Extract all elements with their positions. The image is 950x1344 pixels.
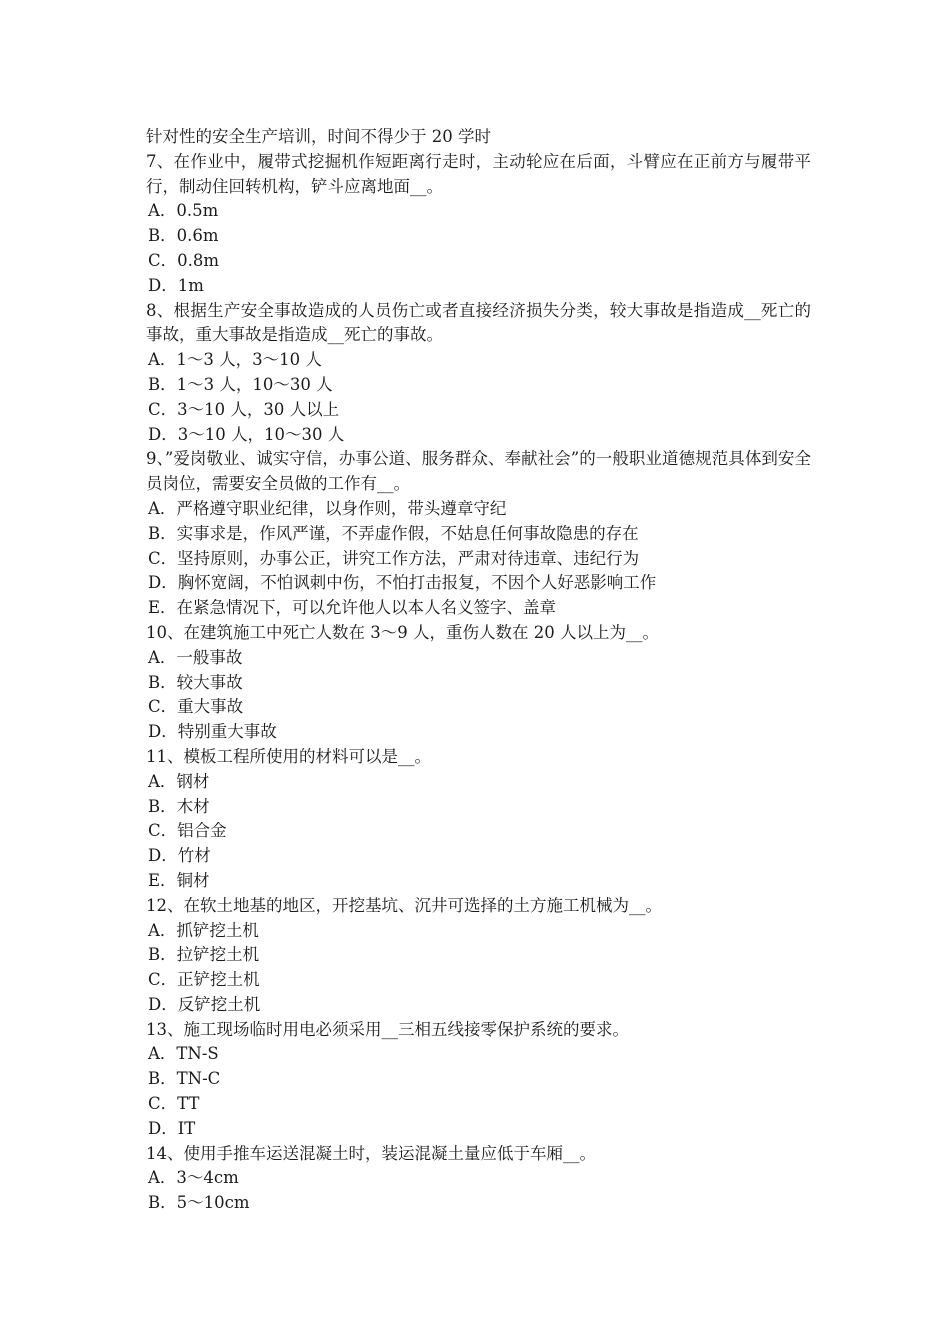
question-block (146, 447, 811, 621)
question-text: 12、在软土地基的地区，开挖基坑、沉井可选择的土方施工机械为__。 (146, 895, 662, 915)
answer-option: B．拉铲挖土机 (148, 945, 260, 965)
question-block (146, 1018, 811, 1142)
question-text: 9、”爱岗敬业、诚实守信，办事公道、服务群众、奉献社会”的一般职业道德规范具体到安全员岗位，需要安全员做的工作有__。 (146, 449, 811, 494)
answer-option: E．铜材 (148, 870, 210, 890)
answer-option: B．木材 (148, 796, 210, 816)
answer-option: B．5～10cm (148, 1193, 250, 1213)
answer-option: A．严格遵守职业纪律，以身作则，带头遵章守纪 (148, 498, 507, 518)
answer-option: C．正铲挖土机 (148, 970, 260, 990)
question-block (146, 299, 811, 448)
answer-option: D．3～10 人，10～30 人 (148, 424, 345, 444)
answer-option: D．特别重大事故 (148, 722, 277, 742)
question-text: 11、模板工程所使用的材料可以是__。 (146, 746, 431, 766)
answer-option: C．3～10 人，30 人以上 (148, 399, 340, 419)
answer-option: C．0.8m (148, 250, 220, 270)
question-list (146, 150, 811, 1216)
answer-option: A．抓铲挖土机 (148, 920, 259, 940)
answer-option: B．较大事故 (148, 672, 243, 692)
question-text: 7、在作业中，履带式挖掘机作短距离行走时，主动轮应在后面，斗臂应在正前方与履带平行，制动住回转机构，铲斗应离地面__。 (146, 151, 811, 196)
answer-option: D．竹材 (148, 846, 211, 866)
answer-option: A．一般事故 (148, 647, 243, 667)
question-text: 14、使用手推车运送混凝土时，装运混凝土量应低于车厢__。 (146, 1143, 596, 1163)
answer-option: D．胸怀宽阔，不怕讽刺中伤，不怕打击报复，不因个人好恶影响工作 (148, 573, 657, 593)
question-text: 10、在建筑施工中死亡人数在 3～9 人，重伤人数在 20 人以上为__。 (146, 622, 659, 642)
answer-option: B．TN-C (148, 1069, 221, 1089)
question-block (146, 1142, 811, 1216)
answer-option: C．铝合金 (148, 821, 227, 841)
answer-option: C．TT (148, 1094, 200, 1114)
document-body (146, 125, 811, 1216)
question-block (146, 745, 811, 894)
answer-option: D．1m (148, 275, 204, 295)
answer-option: D．反铲挖土机 (148, 994, 261, 1014)
answer-option: A．0.5m (148, 201, 219, 221)
question-text: 8、根据生产安全事故造成的人员伤亡或者直接经济损失分类，较大事故是指造成__死亡的事故，重大事故是指造成__死亡的事故。 (146, 300, 811, 345)
answer-option: A．1～3 人，3～10 人 (148, 350, 322, 370)
answer-option: A．3～4cm (148, 1168, 239, 1188)
answer-option: A．TN-S (148, 1044, 219, 1064)
answer-option: B．实事求是，作风严谨，不弄虚作假，不姑息任何事故隐患的存在 (148, 523, 639, 543)
question-text: 13、施工现场临时用电必须采用__三相五线接零保护系统的要求。 (146, 1019, 629, 1039)
answer-option: A．钢材 (148, 771, 210, 791)
intro-line: 针对性的安全生产培训，时间不得少于 20 学时 (146, 127, 491, 146)
question-block (146, 894, 811, 1018)
answer-option: C．坚持原则，办事公正，讲究工作方法，严肃对待违章、违纪行为 (148, 548, 640, 568)
answer-option: B．1～3 人，10～30 人 (148, 374, 333, 394)
question-block (146, 150, 811, 299)
answer-option: C．重大事故 (148, 697, 244, 717)
question-block (146, 621, 811, 745)
answer-option: E．在紧急情况下，可以允许他人以本人名义签字、盖章 (148, 598, 557, 618)
answer-option: B．0.6m (148, 226, 219, 246)
answer-option: D．IT (148, 1118, 196, 1138)
